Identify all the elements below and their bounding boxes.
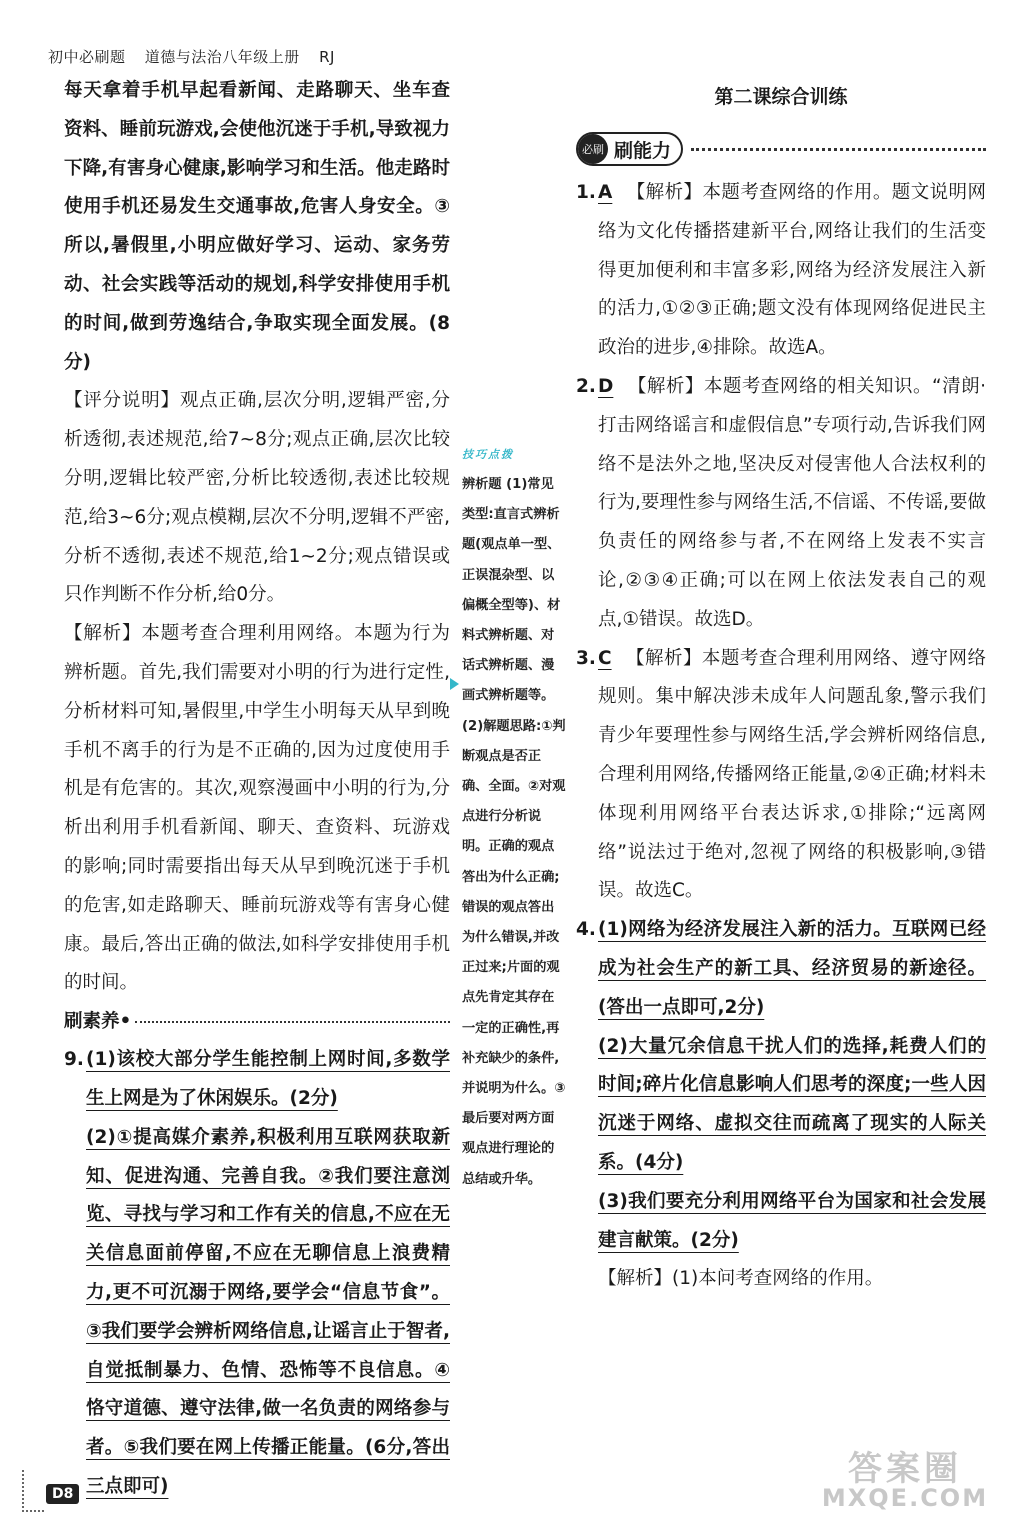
section-label: 刷素养 [64, 1011, 120, 1033]
question-analysis: 【解析】本题考查合理利用网络、遵守网络规则。集中解决涉未成年人问题乱象,警示我们青少年要理性参与网络生活,学会辨析网络信息,合理利用网络,传播网络正能量,②④正确;材料未体现利用网络平台表达诉求,①排除;“远离网络”说法过于绝对,忽视了网络的积极影响,③错误。故选C。 [598, 647, 986, 902]
badge-icon: 必刷 [578, 134, 608, 164]
tip-sidebar [462, 440, 566, 1195]
question-1 [576, 174, 986, 368]
question-number: 2. [576, 375, 596, 397]
q4-answer-part-3: (3)我们要充分利用网络平台为国家和社会发展建言献策。(2分) [598, 1190, 986, 1251]
q4-analysis: 【解析】(1)本问考查网络的作用。 [598, 1268, 884, 1290]
watermark-logo: 答案圈 [848, 1449, 962, 1489]
question-number: 1. [576, 182, 596, 203]
ability-badge [576, 132, 683, 166]
dotted-divider [135, 1021, 450, 1023]
analysis-note: 【解析】本题考查合理利用网络。本题为行为辨析题。首先,我们需要对小明的行为进行定性,分析材料可知,暑假里,中学生小明每天从早到晚手机不离手的行为是不正确的,因为过度使用手机是有危害的。其次,观察漫画中小明的行为,分析出利用手机看新闻、聊天、查资料、玩游戏的影响;同时需要指出每天从早到晚沉迷于手机的危害,如走路聊天、睡前玩游戏等有害身心健康。最后,答出正确的做法,如科学安排使用手机的时间。 [64, 623, 450, 994]
dotted-divider [691, 148, 986, 151]
right-column [576, 78, 986, 1299]
section-title: 第二课综合训练 [714, 86, 848, 108]
question-number: 9. [64, 1049, 84, 1071]
question-4 [576, 911, 986, 1299]
pointer-arrow-icon [450, 678, 459, 690]
header-series: 初中必刷题 [48, 48, 126, 66]
bullet-icon: • [119, 1011, 132, 1033]
left-column [64, 72, 450, 1507]
tip-title: 技巧点拨 [462, 448, 514, 461]
question-number: 3. [576, 647, 596, 669]
running-header [48, 46, 349, 67]
tip-text: 辨析题 (1)常见类型:直言式辨析题(观点单一型、正误混杂型、以偏概全型等)、材料式辨析题、对话式辨析题、漫画式辨析题等。(2)解题思路:①判断观点是否正确、全面。②对观点进行分析说明。正确的观点答出为什么正确;错误的观点答出为什么错误,并改正过来;片面的观点先肯定其存在一定的正确性,再补充缺少的条件,并说明为什么。③最后要对两方面观点进行理论的总结或升华。 [462, 477, 566, 1187]
header-edition: RJ [319, 48, 335, 66]
question-number: 4. [576, 919, 596, 941]
page-number: D8 [46, 1484, 79, 1504]
q9-answer-part-1: (1)该校大部分学生能控制上网时间,多数学生上网是为了休闲娱乐。(2分) [86, 1049, 450, 1109]
watermark-url: MXQE.COM [821, 1484, 989, 1512]
answer-choice: C [598, 647, 612, 669]
answer-continued: 每天拿着手机早起看新闻、走路聊天、坐车查资料、睡前玩游戏,会使他沉迷于手机,导致视力下降,有害身心健康,影响学习和生活。他走路时使用手机还易发生交通事故,危害人身安全。③所以,暑假里,小明应做好学习、运动、家务劳动、社会实践等活动的规划,科学安排使用手机的时间,做到劳逸结合,争取实现全面发展。(8分) [64, 80, 450, 373]
header-subject: 道德与法治八年级上册 [144, 48, 300, 66]
question-3 [576, 640, 986, 912]
scoring-note: 【评分说明】观点正确,层次分明,逻辑严密,分析透彻,表述规范,给7~8分;观点正确,层次比较分明,逻辑比较严密,分析比较透彻,表述比较规范,给3~6分;观点模糊,层次不分明,逻辑不严密,分析不透彻,表述不规范,给1~2分;观点错误或只作判断不作分析,给0分。 [64, 390, 450, 606]
answer-choice: A [598, 182, 613, 203]
q4-answer-part-1: (1)网络为经济发展注入新的活力。互联网已经成为社会生产的新工具、经济贸易的新途径。(答出一点即可,2分) [598, 919, 986, 1018]
ability-header [576, 126, 986, 172]
q4-answer-part-2: (2)大量冗余信息干扰人们的选择,耗费人们的时间;碎片化信息影响人们思考的深度;一些人因沉迷于网络、虚拟交往而疏离了现实的人际关系。(4分) [598, 1035, 986, 1173]
question-analysis: 【解析】本题考查网络的相关知识。“清朗·打击网络谣言和虚假信息”专项行动,告诉我们网络不是法外之地,坚决反对侵害他人合法权利的行为,要理性参与网络生活,不信谣、不传谣,要做负责任的网络参与者,不在网络上发表不实言论,②③④正确;可以在网上依法发表自己的观点,①错误。故选D。 [598, 375, 986, 630]
section-header-literacy [64, 1003, 450, 1041]
question-2 [576, 368, 986, 640]
watermark [820, 1449, 990, 1512]
question-9 [64, 1041, 450, 1507]
corner-decoration [22, 1470, 44, 1512]
answer-choice: D [598, 375, 614, 397]
badge-label: 刷能力 [614, 139, 672, 162]
question-analysis: 【解析】本题考查网络的作用。题文说明网络为文化传播搭建新平台,网络让我们的生活变得更加便利和丰富多彩,网络为经济发展注入新的活力,①②③正确;题文没有体现网络促进民主政治的进步,④排除。故选A。 [598, 182, 986, 359]
q9-answer-part-2: (2)①提高媒介素养,积极利用互联网获取新知、促进沟通、完善自我。②我们要注意浏览、寻找与学习和工作有关的信息,不应在无关信息面前停留,不应在无聊信息上浪费精力,更不可沉溺于网络,要学会“信息节食”。③我们要学会辨析网络信息,让谣言止于智者,自觉抵制暴力、色情、恐怖等不良信息。④恪守道德、遵守法律,做一名负责的网络参与者。⑤我们要在网上传播正能量。(6分,答出三点即可) [86, 1126, 450, 1497]
